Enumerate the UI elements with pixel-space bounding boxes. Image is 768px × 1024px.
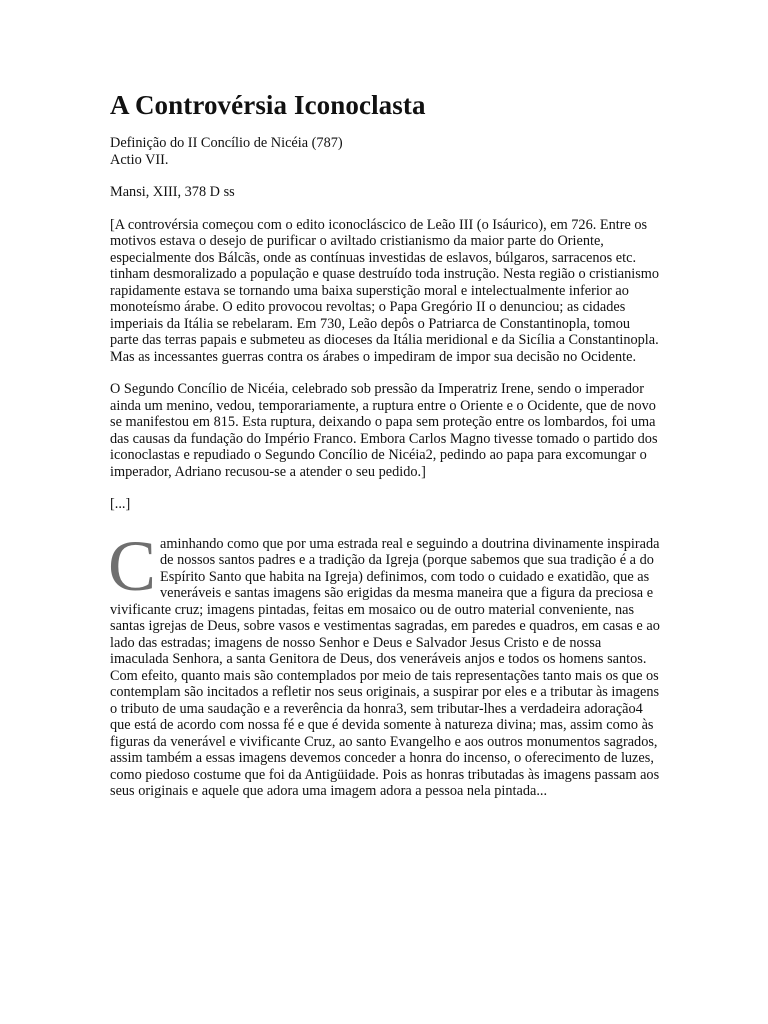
- definition-text-paragraph: [108, 525, 660, 800]
- second-council-paragraph: O Segundo Concílio de Nicéia, celebrado sob pressão da Imperatriz Irene, sendo o imperador ainda um menino, vedou, temporariamente, a ruptura entre o Oriente e o Ocidente, que de novo se manifestou em 815. Esta ruptura, deixando o papa sem proteção entre os lombardos, foi uma das causas da fundação do Império Franco. Embora Carlos Magno tivesse tomado o partido dos iconoclastas e repudiado o Segundo Concílio de Nicéia2, pedindo ao papa para excomungar o imperador, Adriano recusou-se a atender o seu pedido.]: [110, 381, 658, 480]
- definition-line-2: Actio VII.: [110, 151, 169, 168]
- drop-cap: C: [108, 525, 157, 606]
- omission-marker: [...]: [110, 496, 131, 512]
- definition-text: aminhando como que por uma estrada real e seguindo a doutrina divinamente inspirada de nossos santos padres e a tradição da Igreja (porque sabemos que sua tradição é a do Espírito Santo que habita na Igreja) definimos, com todo o cuidado e exatidão, que as veneráveis e santas imagens são erigidas da mesma maneira que a figura da preciosa e vivificante cruz; imagens pintadas, feitas em mosaico ou de outro material conveniente, nas santas igrejas de Deus, sobre vasos e vestimentas sagradas, em paredes e quadros, em casas e ao lado das estradas; imagens de nosso Senhor e Deus e Salvador Jesus Cristo e de nossa imaculada Senhora, a santa Genitora de Deus, dos veneráveis anjos e todos os homens santos. Com efeito, quanto mais são contemplados por meio de tais representações tanto mais os que os contemplam são incitados a refletir nos seus originais, a suspirar por eles e a tributar às imagens o tributo de uma saudação e a reverência da honra3, sem tributar-lhes a verdadeira adoração4 que está de acordo com nossa fé e que é devida somente à natureza divina; mas, assim como às figuras da venerável e vivificante Cruz, ao santo Evangelho e aos outros monumentos sagrados, assim também a essas imagens devemos conceder a honra do incenso, o oferecimento de luzes, como piedoso costume que foi da Antigüidade. Pois as honras tributadas às imagens passam aos seus originais e aquele que adora uma imagem adora a pessoa nela pintada...: [110, 535, 660, 799]
- page-title: A Controvérsia Iconoclasta: [110, 90, 426, 120]
- intro-paragraph: [A controvérsia começou com o edito iconocláscico de Leão III (o Isáurico), em 726. Entre os motivos estava o desejo de purificar o aviltado cristianismo da maior parte do Oriente, especialmente dos Bálcãs, onde as contínuas investidas de eslavos, búlgaros, sarracenos etc. tinham desmoralizado a população e quase destruído toda instrução. Nesta região o cristianismo rapidamente estava se tornando uma baixa superstição moral e intelectualmente inferior ao monoteísmo árabe. O edito provocou revoltas; o Papa Gregório II o denunciou; as cidades imperiais da Itália se rebelaram. Em 730, Leão depôs o Patriarca de Constantinopla, tomou parte das terras papais e submeteu as dioceses da Itália meridional e da Sicília a Constantinopla. Mas as incessantes guerras contra os árabes o impediram de impor sua decisão no Ocidente.: [110, 216, 660, 365]
- definition-line-1: Definição do II Concílio de Nicéia (787): [110, 135, 343, 151]
- definition-heading: [110, 135, 660, 168]
- document-page: [110, 88, 660, 800]
- source-reference: Mansi, XIII, 378 D ss: [110, 184, 235, 200]
